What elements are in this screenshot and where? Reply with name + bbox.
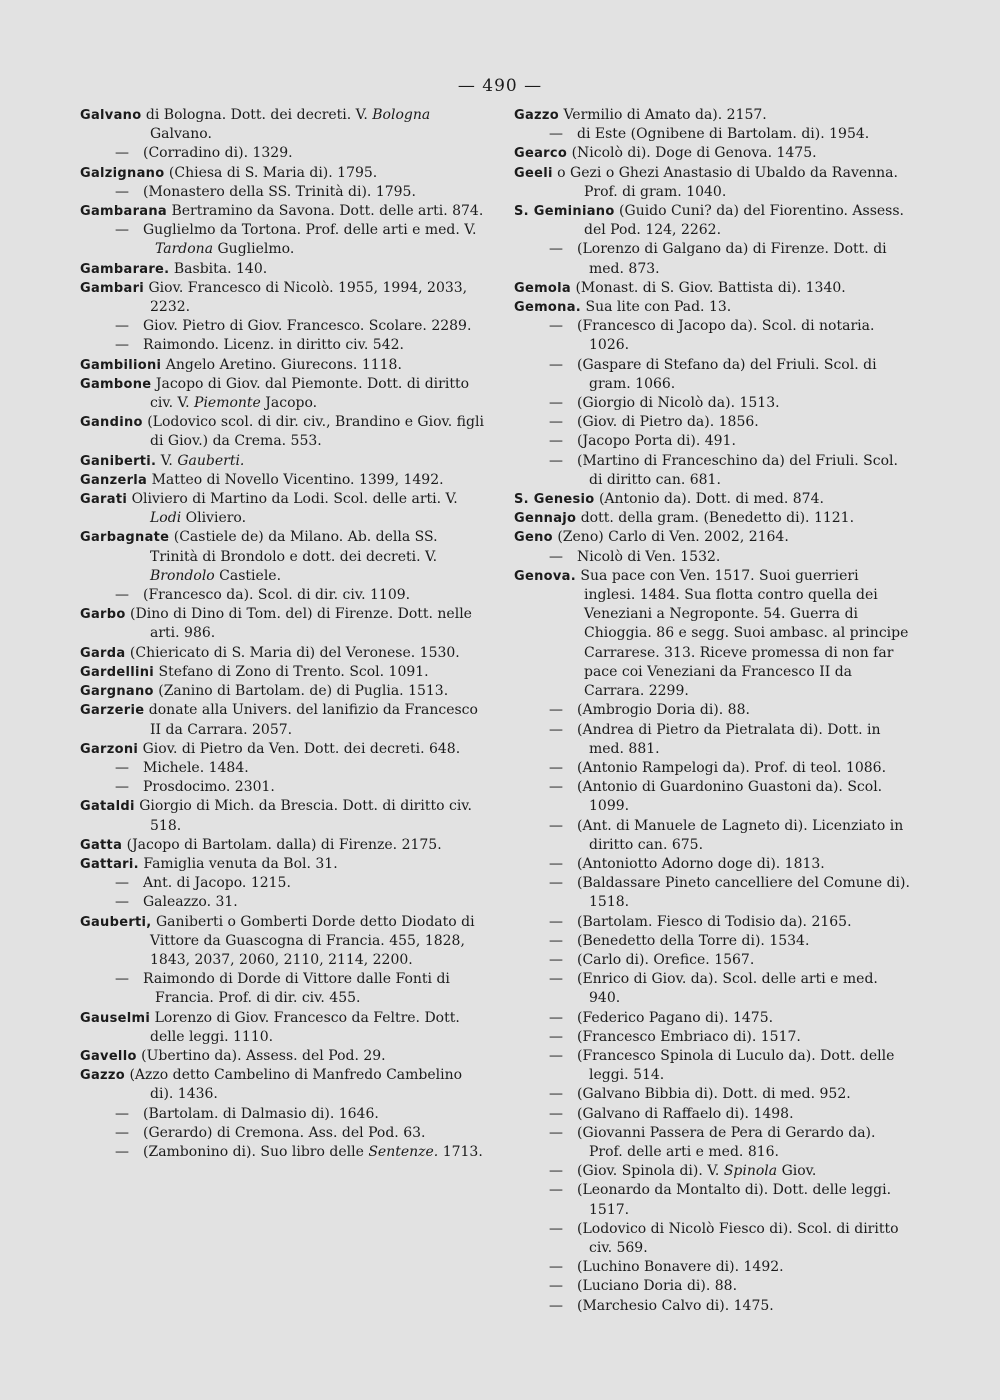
index-entry: [514, 202, 910, 240]
entry-dash: —: [549, 1220, 563, 1237]
entry-dash: —: [549, 875, 563, 892]
index-entry: [80, 528, 485, 586]
entry-text: Matteo di Novello Vicentino. 1399, 1492.: [151, 471, 444, 488]
entry-dash: —: [549, 702, 563, 719]
entry-text: donate alla Univers. del lanifizio da Francesco II da Carrara. 2057.: [148, 702, 478, 738]
entry-text: (Baldassare Pineto cancelliere del Comune di). 1518.: [577, 875, 910, 911]
entry-text: Giov. Francesco di Nicolò. 1955, 1994, 2033, 2232.: [148, 279, 468, 316]
entry-text: Raimondo. Licenz. in diritto civ. 542.: [143, 337, 404, 354]
index-entry: [80, 644, 485, 663]
index-entry: [80, 164, 485, 183]
entry-text: Bertramino da Savona. Dott. delle arti. 874.: [171, 203, 484, 220]
entry-text: (Francesco Embriaco di). 1517.: [577, 1028, 801, 1045]
entry-dash: —: [115, 337, 129, 354]
entry-text: (Jacopo di Bartolam. dalla) di Firenze. 2175.: [126, 836, 442, 853]
entry-text: (Antonio di Guardonino Guastoni da). Scol. 1099.: [577, 779, 883, 815]
entry-dash: —: [115, 875, 129, 892]
index-entry: [514, 164, 910, 202]
index-entry: [514, 567, 910, 701]
index-subentry: [514, 1105, 910, 1124]
entry-headword: Gambarana: [80, 204, 167, 220]
index-subentry: [514, 1162, 910, 1181]
index-entry: [80, 682, 485, 701]
entry-text: Giov.: [777, 1163, 817, 1180]
entry-headword: Galzignano: [80, 165, 165, 181]
entry-headword: Gataldi: [80, 799, 135, 815]
index-entry: [80, 260, 485, 279]
entry-headword: Gandino: [80, 415, 143, 431]
entry-text: di Este (Ognibene di Bartolam. di). 1954.: [577, 126, 870, 143]
entry-text: (Ubertino da). Assess. del Pod. 29.: [141, 1047, 386, 1064]
entry-italic-ref: Brondolo: [150, 567, 215, 584]
entry-dash: —: [549, 1297, 563, 1314]
entry-headword: Gambari: [80, 280, 145, 296]
entry-headword: Gearco: [514, 146, 568, 162]
entry-dash: —: [549, 971, 563, 988]
entry-text: (Ant. di Manuele de Lagneto di). Licenziato in diritto can. 675.: [577, 817, 904, 853]
entry-text: (Antonio da). Dott. di med. 874.: [598, 491, 824, 508]
index-subentry: [514, 1085, 910, 1104]
entry-text: (Lorenzo di Galgano da) di Firenze. Dott. di med. 873.: [577, 241, 887, 277]
index-subentry: [514, 970, 910, 1008]
index-entry: [514, 144, 910, 163]
index-entry: [80, 913, 485, 971]
entry-dash: —: [549, 126, 563, 143]
index-subentry: [514, 356, 910, 394]
entry-text: (Ambrogio Doria di). 88.: [577, 702, 750, 719]
entry-text: Guglielmo.: [213, 241, 295, 258]
index-subentry: [514, 817, 910, 855]
entry-text: Giov. di Pietro da Ven. Dott. dei decreti. 648.: [142, 740, 461, 757]
entry-text: (Francesco da). Scol. di dir. civ. 1109.: [143, 587, 411, 604]
entry-text: Sua lite con Pad. 13.: [585, 299, 732, 316]
entry-text: Basbita. 140.: [173, 260, 268, 277]
entry-text: (Giov. Spinola di). V.: [577, 1163, 724, 1180]
entry-headword: Gemola: [514, 280, 571, 296]
entry-headword: Ganzerla: [80, 472, 148, 488]
entry-headword: Ganiberti.: [80, 453, 157, 469]
index-entry: [80, 740, 485, 759]
index-entry: [514, 279, 910, 298]
left-column: [80, 106, 485, 1162]
entry-headword: S. Geminiano: [514, 204, 615, 220]
entry-text: (Zeno) Carlo di Ven. 2002, 2164.: [557, 529, 789, 546]
entry-dash: —: [549, 1278, 563, 1295]
entry-dash: —: [115, 587, 129, 604]
entry-headword: Gardellini: [80, 664, 155, 680]
entry-text: 1713.: [438, 1143, 483, 1160]
entry-headword: Geno: [514, 530, 553, 546]
entry-text: (Enrico di Giov. da). Scol. delle arti e med. 940.: [577, 971, 878, 1007]
entry-dash: —: [549, 548, 563, 565]
entry-italic-ref: Bologna: [372, 107, 431, 123]
entry-text: Sua pace con Ven. 1517. Suoi guerrieri inglesi. 1484. Sua flotta contro quella dei Veneziani a Negroponte. 54. Guerra di Chioggia. 86 e segg. Suoi ambasc. al principe Carrarese. 313. Riceve promessa di non far pace coi Veneziani da Francesco II da Carrara. 2299.: [580, 567, 909, 700]
entry-headword: Gavello: [80, 1048, 137, 1064]
index-subentry: [514, 413, 910, 432]
index-entry: [80, 836, 485, 855]
entry-text: Ganiberti o Gomberti Dorde detto Diodato di Vittore da Guascogna di Francia. 455, 1828, 1843, 2037, 2060, 2110, 2114, 2200.: [150, 913, 475, 968]
entry-text: (Gerardo) di Cremona. Ass. del Pod. 63.: [143, 1124, 426, 1141]
entry-text: di Bologna. Dott. dei decreti. V.: [145, 107, 373, 123]
index-subentry: [80, 874, 485, 893]
entry-dash: —: [549, 817, 563, 834]
index-entry: [514, 106, 910, 125]
entry-text: Angelo Aretino. Giurecons. 1118.: [165, 356, 402, 373]
entry-text: (Giorgio di Nicolò da). 1513.: [577, 395, 780, 412]
entry-text: (Chiericato di S. Maria di) del Veronese. 1530.: [129, 644, 460, 661]
entry-headword: Gattari.: [80, 856, 139, 872]
index-subentry: [514, 452, 910, 490]
index-entry: [80, 471, 485, 490]
right-column: [514, 106, 910, 1316]
entry-headword: Garbo: [80, 607, 126, 623]
entry-headword: S. Genesio: [514, 492, 595, 508]
index-subentry: [514, 1124, 910, 1162]
entry-text: (Guido Cuni? da) del Fiorentino. Assess. del Pod. 124, 2262.: [584, 203, 905, 239]
entry-text: (Federico Pagano di). 1475.: [577, 1009, 774, 1026]
entry-dash: —: [549, 395, 563, 412]
entry-text: (Zambonino di). Suo libro delle: [143, 1143, 369, 1160]
index-subentry: [514, 394, 910, 413]
index-subentry: [80, 1105, 485, 1124]
entry-dash: —: [549, 1009, 563, 1026]
entry-text: (Galvano di Raffaelo di). 1498.: [577, 1105, 794, 1122]
index-entry: [514, 509, 910, 528]
entry-text: dott. della gram. (Benedetto di). 1121.: [580, 510, 855, 527]
entry-dash: —: [115, 779, 129, 796]
index-subentry: [80, 1143, 485, 1162]
entry-headword: Gambarare.: [80, 261, 170, 277]
entry-text: (Corradino di). 1329.: [143, 145, 293, 162]
entry-italic-ref: Lodi: [150, 510, 182, 527]
entry-text: (Leonardo da Montalto di). Dott. delle leggi. 1517.: [577, 1182, 892, 1218]
index-subentry: [514, 874, 910, 912]
entry-text: Galvano.: [150, 126, 212, 143]
entry-text: Nicolò di Ven. 1532.: [577, 548, 721, 565]
index-subentry: [514, 317, 910, 355]
entry-dash: —: [115, 1105, 129, 1122]
entry-headword: Gemona.: [514, 300, 582, 316]
index-subentry: [514, 913, 910, 932]
entry-dash: —: [549, 452, 563, 469]
entry-text: (Andrea di Pietro da Pietralata di). Dott. in med. 881.: [577, 721, 881, 757]
index-subentry: [514, 1258, 910, 1277]
entry-italic-ref: Sentenze.: [368, 1143, 439, 1160]
index-subentry: [80, 970, 485, 1008]
entry-dash: —: [549, 241, 563, 258]
index-subentry: [80, 1124, 485, 1143]
entry-dash: —: [549, 1182, 563, 1199]
index-entry: [80, 279, 485, 317]
index-subentry: [514, 855, 910, 874]
entry-headword: Gauselmi: [80, 1010, 151, 1026]
entry-italic-ref: Spinola: [723, 1163, 778, 1180]
entry-text: o Gezi o Ghezi Anastasio di Ubaldo da Ravenna. Prof. di gram. 1040.: [557, 164, 898, 200]
entry-dash: —: [115, 759, 129, 776]
entry-headword: Galvano: [80, 108, 142, 123]
index-subentry: [514, 125, 910, 144]
index-subentry: [80, 317, 485, 336]
entry-dash: —: [549, 855, 563, 872]
entry-headword: Geeli: [514, 165, 553, 181]
entry-headword: Gambone: [80, 376, 152, 392]
entry-dash: —: [115, 318, 129, 335]
index-entry: [514, 490, 910, 509]
index-subentry: [514, 1277, 910, 1296]
index-subentry: [514, 548, 910, 567]
entry-dash: —: [549, 1047, 563, 1064]
index-subentry: [514, 778, 910, 816]
index-entry: [514, 298, 910, 317]
entry-dash: —: [549, 913, 563, 930]
entry-text: Castiele.: [214, 567, 282, 584]
index-subentry: [80, 336, 485, 355]
entry-dash: —: [549, 1086, 563, 1103]
entry-text: Vermilio di Amato da). 2157.: [563, 107, 767, 123]
entry-text: (Zanino di Bartolam. de) di Puglia. 1513.: [158, 683, 449, 700]
entry-dash: —: [115, 971, 129, 988]
page-number: — 490 —: [457, 76, 543, 96]
entry-text: (Gaspare di Stefano da) del Friuli. Scol. di gram. 1066.: [577, 356, 877, 392]
entry-text: (Marchesio Calvo di). 1475.: [577, 1297, 774, 1314]
entry-text: Giorgio di Mich. da Brescia. Dott. di diritto civ. 518.: [139, 798, 472, 834]
entry-text: (Benedetto della Torre di). 1534.: [577, 932, 810, 949]
index-subentry: [514, 1220, 910, 1258]
entry-dash: —: [549, 779, 563, 796]
entry-italic-ref: Gauberti.: [177, 452, 245, 469]
index-entry: [80, 413, 485, 451]
entry-dash: —: [549, 414, 563, 431]
index-entry: [80, 855, 485, 874]
entry-headword: Garda: [80, 645, 126, 661]
entry-text: (Giovanni Passera de Pera di Gerardo da). Prof. delle arti e med. 816.: [577, 1124, 876, 1160]
index-subentry: [80, 144, 485, 163]
entry-headword: Garzoni: [80, 741, 139, 757]
entry-dash: —: [115, 1124, 129, 1141]
entry-text: (Galvano Bibbia di). Dott. di med. 952.: [577, 1086, 851, 1103]
index-entry: [80, 490, 485, 528]
index-subentry: [514, 1009, 910, 1028]
entry-dash: —: [549, 1259, 563, 1276]
index-entry: [80, 605, 485, 643]
index-subentry: [80, 778, 485, 797]
index-entry: [80, 202, 485, 221]
entry-text: (Lodovico scol. di dir. civ., Brandino e Giov. figli di Giov.) da Crema. 553.: [147, 414, 484, 450]
entry-text: (Luchino Bonavere di). 1492.: [577, 1259, 784, 1276]
entry-text: (Carlo di). Orefice. 1567.: [577, 951, 755, 968]
index-entry: [80, 1009, 485, 1047]
entry-headword: Gatta: [80, 837, 123, 853]
index-subentry: [514, 240, 910, 278]
index-entry: [80, 1066, 485, 1104]
entry-dash: —: [549, 433, 563, 450]
entry-text: Ant. di Jacopo. 1215.: [143, 875, 291, 892]
entry-italic-ref: Piemonte: [194, 395, 261, 412]
index-entry: [80, 663, 485, 682]
entry-headword: Gazzo: [514, 108, 560, 123]
entry-headword: Gauberti,: [80, 914, 152, 930]
entry-dash: —: [549, 1124, 563, 1141]
entry-dash: —: [549, 932, 563, 949]
entry-text: (Francesco Spinola di Luculo da). Dott. delle leggi. 514.: [577, 1047, 895, 1084]
entry-text: (Antonio Rampelogi da). Prof. di teol. 1086.: [577, 759, 887, 776]
entry-text: Prosdocimo. 2301.: [143, 779, 275, 796]
index-subentry: [514, 951, 910, 970]
entry-text: (Bartolam. Fiesco di Todisio da). 2165.: [577, 913, 852, 930]
entry-dash: —: [549, 951, 563, 968]
entry-headword: Gazzo: [80, 1068, 126, 1084]
entry-headword: Genova.: [514, 568, 576, 584]
entry-text: Jacopo di Giov. dal Piemonte. Dott. di diritto civ. V.: [150, 375, 469, 412]
entry-text: (Francesco di Jacopo da). Scol. di notaria. 1026.: [577, 318, 875, 354]
index-subentry: [514, 1181, 910, 1219]
entry-text: Raimondo di Dorde di Vittore dalle Fonti di Francia. Prof. di dir. civ. 455.: [143, 971, 450, 1007]
entry-text: Giov. Pietro di Giov. Francesco. Scolare. 2289.: [143, 318, 472, 335]
entry-text: Famiglia venuta da Bol. 31.: [143, 855, 338, 872]
entry-dash: —: [549, 356, 563, 373]
index-subentry: [80, 759, 485, 778]
index-subentry: [514, 432, 910, 451]
index-entry: [80, 1047, 485, 1066]
entry-text: Oliviero di Martino da Lodi. Scol. delle arti. V.: [131, 491, 458, 508]
entry-headword: Gennajo: [514, 511, 577, 527]
entry-dash: —: [549, 1163, 563, 1180]
index-subentry: [514, 1297, 910, 1316]
index-subentry: [80, 183, 485, 202]
index-subentry: [514, 1047, 910, 1085]
index-entry: [80, 452, 485, 471]
entry-text: Lorenzo di Giov. Francesco da Feltre. Dott. delle leggi. 1110.: [150, 1009, 460, 1045]
entry-text: (Bartolam. di Dalmasio di). 1646.: [143, 1105, 379, 1122]
entry-text: (Chiesa di S. Maria di). 1795.: [168, 164, 378, 181]
entry-headword: Gambilioni: [80, 357, 162, 373]
index-entry: [514, 528, 910, 547]
index-subentry: [80, 586, 485, 605]
index-subentry: [80, 221, 485, 259]
entry-text: (Dino di Dino di Tom. del) di Firenze. Dott. nelle arti. 986.: [130, 606, 472, 642]
entry-text: (Antoniotto Adorno doge di). 1813.: [577, 855, 825, 872]
entry-dash: —: [115, 894, 129, 911]
index-subentry: [514, 701, 910, 720]
index-entry: [80, 797, 485, 835]
index-subentry: [514, 759, 910, 778]
entry-headword: Garbagnate: [80, 530, 170, 546]
entry-text: (Azzo detto Cambelino di Manfredo Cambelino di). 1436.: [129, 1067, 463, 1103]
index-subentry: [514, 721, 910, 759]
entry-text: Oliviero.: [181, 510, 247, 527]
entry-dash: —: [549, 318, 563, 335]
entry-dash: —: [549, 759, 563, 776]
index-subentry: [514, 1028, 910, 1047]
entry-text: (Lodovico di Nicolò Fiesco di). Scol. di diritto civ. 569.: [577, 1220, 899, 1256]
entry-headword: Gargnano: [80, 684, 154, 700]
entry-dash: —: [549, 1028, 563, 1045]
entry-text: V.: [160, 452, 178, 469]
entry-text: Stefano di Zono di Trento. Scol. 1091.: [158, 663, 429, 680]
entry-text: (Luciano Doria di). 88.: [577, 1278, 738, 1295]
entry-headword: Garati: [80, 492, 128, 508]
index-subentry: [80, 893, 485, 912]
entry-text: Michele. 1484.: [143, 759, 249, 776]
entry-text: (Giov. di Pietro da). 1856.: [577, 414, 759, 431]
entry-text: (Castiele de) da Milano. Ab. della SS. Trinità di Brondolo e dott. dei decreti. V.: [150, 529, 438, 565]
index-entry: [80, 106, 485, 144]
entry-text: Guglielmo da Tortona. Prof. delle arti e med. V.: [143, 222, 477, 239]
entry-text: (Monast. di S. Giov. Battista di). 1340.: [575, 279, 846, 296]
index-entry: [80, 701, 485, 739]
entry-dash: —: [549, 721, 563, 738]
entry-text: (Jacopo Porta di). 491.: [577, 433, 736, 450]
entry-text: (Monastero della SS. Trinità di). 1795.: [143, 183, 416, 200]
entry-text: Galeazzo. 31.: [143, 894, 238, 911]
entry-text: (Nicolò di). Doge di Genova. 1475.: [571, 145, 817, 162]
entry-dash: —: [115, 222, 129, 239]
index-entry: [80, 375, 485, 413]
entry-dash: —: [115, 145, 129, 162]
index-entry: [80, 356, 485, 375]
entry-text: Jacopo.: [260, 395, 318, 412]
index-subentry: [514, 932, 910, 951]
entry-italic-ref: Tardona: [155, 241, 214, 258]
entry-headword: Garzerie: [80, 703, 145, 719]
entry-text: (Martino di Franceschino da) del Friuli. Scol. di diritto can. 681.: [577, 452, 898, 488]
entry-dash: —: [549, 1105, 563, 1122]
entry-dash: —: [115, 183, 129, 200]
entry-dash: —: [115, 1143, 129, 1160]
